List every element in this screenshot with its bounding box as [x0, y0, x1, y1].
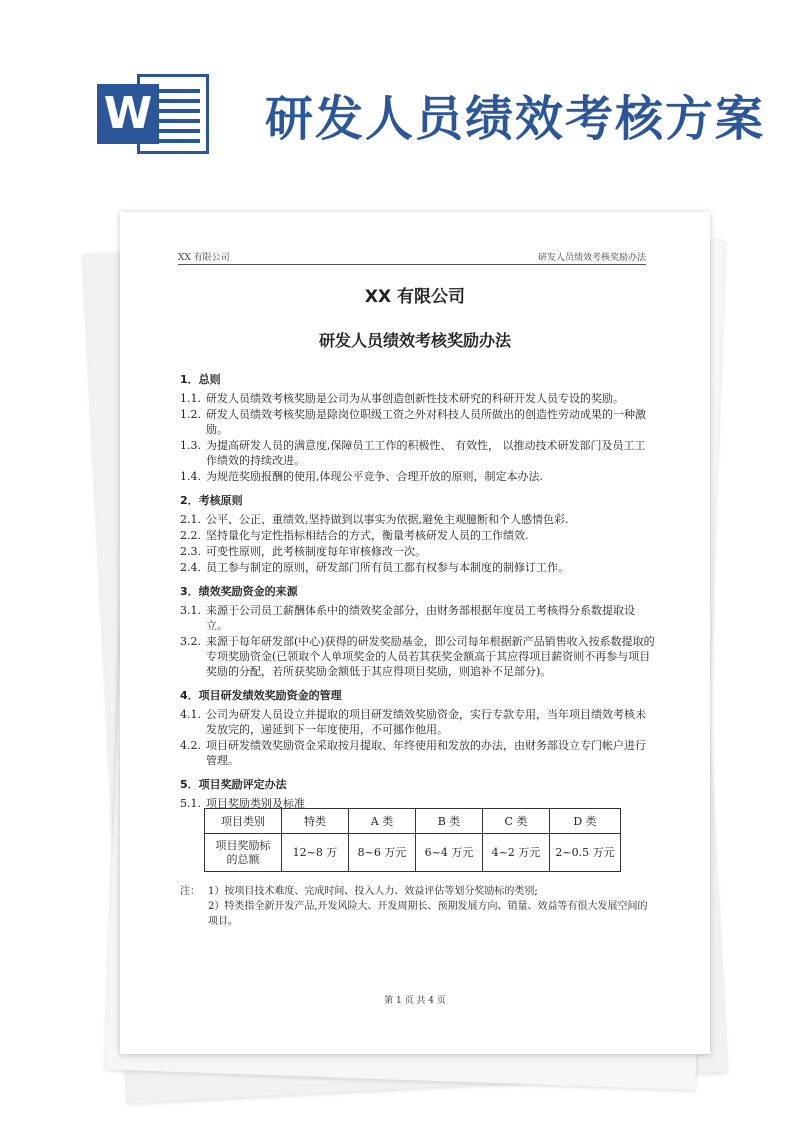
list-item [180, 528, 655, 543]
list-item [180, 469, 655, 484]
award-table [204, 808, 621, 872]
item-text: 员工参与制定的原则，研发部门所有员工都有权参与本制度的制修订工作。 [206, 561, 569, 574]
item-number: 2.3. [180, 545, 201, 558]
list-item [180, 560, 655, 575]
section-fund-management [180, 688, 655, 768]
item-number: 1.3. [180, 439, 201, 452]
list-item [180, 407, 655, 437]
list-item [180, 512, 655, 527]
item-number: 4.2. [180, 739, 201, 752]
list-item [180, 391, 655, 406]
banner [0, 0, 800, 190]
table-header-row [205, 809, 621, 834]
notes-label: 注： [180, 886, 200, 897]
section-fund-source [180, 584, 655, 679]
section-general [180, 372, 655, 484]
header-left: XX 有限公司 [178, 253, 230, 263]
section-title: 5．项目奖励评定办法 [180, 778, 287, 791]
section-title: 2．考核原则 [180, 494, 243, 507]
doc-content [180, 372, 655, 938]
section-award-evaluation [180, 777, 655, 929]
table-cell: 2~0.5 万元 [550, 834, 621, 872]
table-cell: 8~6 万元 [349, 834, 416, 872]
item-number: 3.2. [180, 635, 201, 648]
item-text: 项目奖励类别及标准 [206, 797, 305, 810]
table-row-label: 项目奖励标的总额 [205, 834, 282, 872]
item-number: 2.1. [180, 513, 201, 526]
note-line: 1）按项目技术难度、完成时间、投入人力、效益评估等划分奖励标的类别; [208, 886, 538, 897]
item-text: 来源于公司员工薪酬体系中的绩效奖金部分，由财务部根据年度员工考核得分系数提取设立。 [206, 604, 635, 632]
section-principles [180, 493, 655, 575]
item-number: 3.1. [180, 604, 201, 617]
banner-title: 研发人员绩效考核方案 [265, 91, 766, 147]
header-right: 研发人员绩效考核奖励办法 [537, 253, 646, 263]
item-text: 坚持量化与定性指标相结合的方式，衡量考核研发人员的工作绩效. [206, 529, 529, 542]
note-line: 2）特类指全新开发产品,开发风险大、开发周期长、预期发展方向、销量、效益等有很大发展空间的项目。 [208, 901, 648, 927]
item-number: 1.4. [180, 470, 201, 483]
table-header-cell: 项目类别 [205, 809, 282, 834]
doc-title: 研发人员绩效考核奖励办法 [318, 331, 511, 350]
list-item [180, 603, 655, 633]
table-header-cell: 特类 [282, 809, 349, 834]
section-title: 1．总则 [180, 373, 221, 386]
section-title: 3．绩效奖励资金的来源 [180, 585, 298, 598]
list-item [180, 634, 655, 679]
doc-company: XX 有限公司 [364, 287, 466, 307]
table-cell: 4~2 万元 [483, 834, 550, 872]
item-text: 研发人员绩效考核奖励是公司为从事创造创新性技术研究的科研开发人员专设的奖励。 [206, 392, 624, 405]
item-text: 项目研发绩效奖励资金采取按月提取、年终使用和发放的办法，由财务部设立专门帐户进行管理。 [206, 739, 646, 767]
item-text: 公司为研发人员设立并提取的项目研发绩效奖励资金，实行专款专用，当年项目绩效考核未发放完的，递延到下一年度使用，不可挪作他用。 [206, 708, 646, 736]
table-row [205, 834, 621, 872]
section-title: 4．项目研发绩效奖励资金的管理 [180, 689, 342, 702]
item-number: 1.2. [180, 408, 201, 421]
item-number: 4.1. [180, 708, 201, 721]
list-item [180, 438, 655, 468]
item-text: 为规范奖励报酬的使用,体现公平竞争、合理开放的原则，制定本办法. [206, 470, 543, 483]
item-text: 研发人员绩效考核奖励是除岗位职级工资之外对科技人员所做出的创造性劳动成果的一种激励。 [206, 408, 646, 436]
list-item [180, 707, 655, 737]
table-header-cell: C 类 [483, 809, 550, 834]
item-number: 2.4. [180, 561, 201, 574]
table-cell: 6~4 万元 [416, 834, 483, 872]
table-header-cell: B 类 [416, 809, 483, 834]
item-text: 为提高研发人员的满意度,保障员工工作的积极性、 有效性， 以推动技术研发部门及员工工作绩效的持续改进。 [206, 439, 646, 467]
list-item [180, 738, 655, 768]
word-letter-icon: W [97, 84, 159, 144]
page-footer: 第 1 页 共 4 页 [384, 996, 446, 1006]
item-number: 2.2. [180, 529, 201, 542]
list-item [180, 544, 655, 559]
item-text: 公平、公正、重绩效,坚持做到以事实为依据,避免主观臆断和个人感情色彩. [206, 513, 569, 526]
item-number: 1.1. [180, 392, 201, 405]
table-header-cell: D 类 [550, 809, 621, 834]
table-header-cell: A 类 [349, 809, 416, 834]
page-header [178, 250, 646, 265]
notes [180, 884, 655, 929]
item-number: 5.1. [180, 797, 201, 810]
item-text: 可变性原则，此考核制度每年审核修改一次。 [206, 545, 426, 558]
item-text: 来源于每年研发部(中心)获得的研发奖励基金，即公司每年根据新产品销售收入按系数提取的专项奖励资金(已领取个人单项奖金的人员若其获奖金额高于其应得项目薪资则不再参与项目奖励的分配，若所获奖励金额低于其应得项目奖励，则追补不足部分)。 [206, 635, 655, 678]
word-app-icon [97, 70, 212, 158]
list-item [180, 796, 655, 811]
table-cell: 12~8 万 [282, 834, 349, 872]
document-page [120, 212, 710, 1054]
